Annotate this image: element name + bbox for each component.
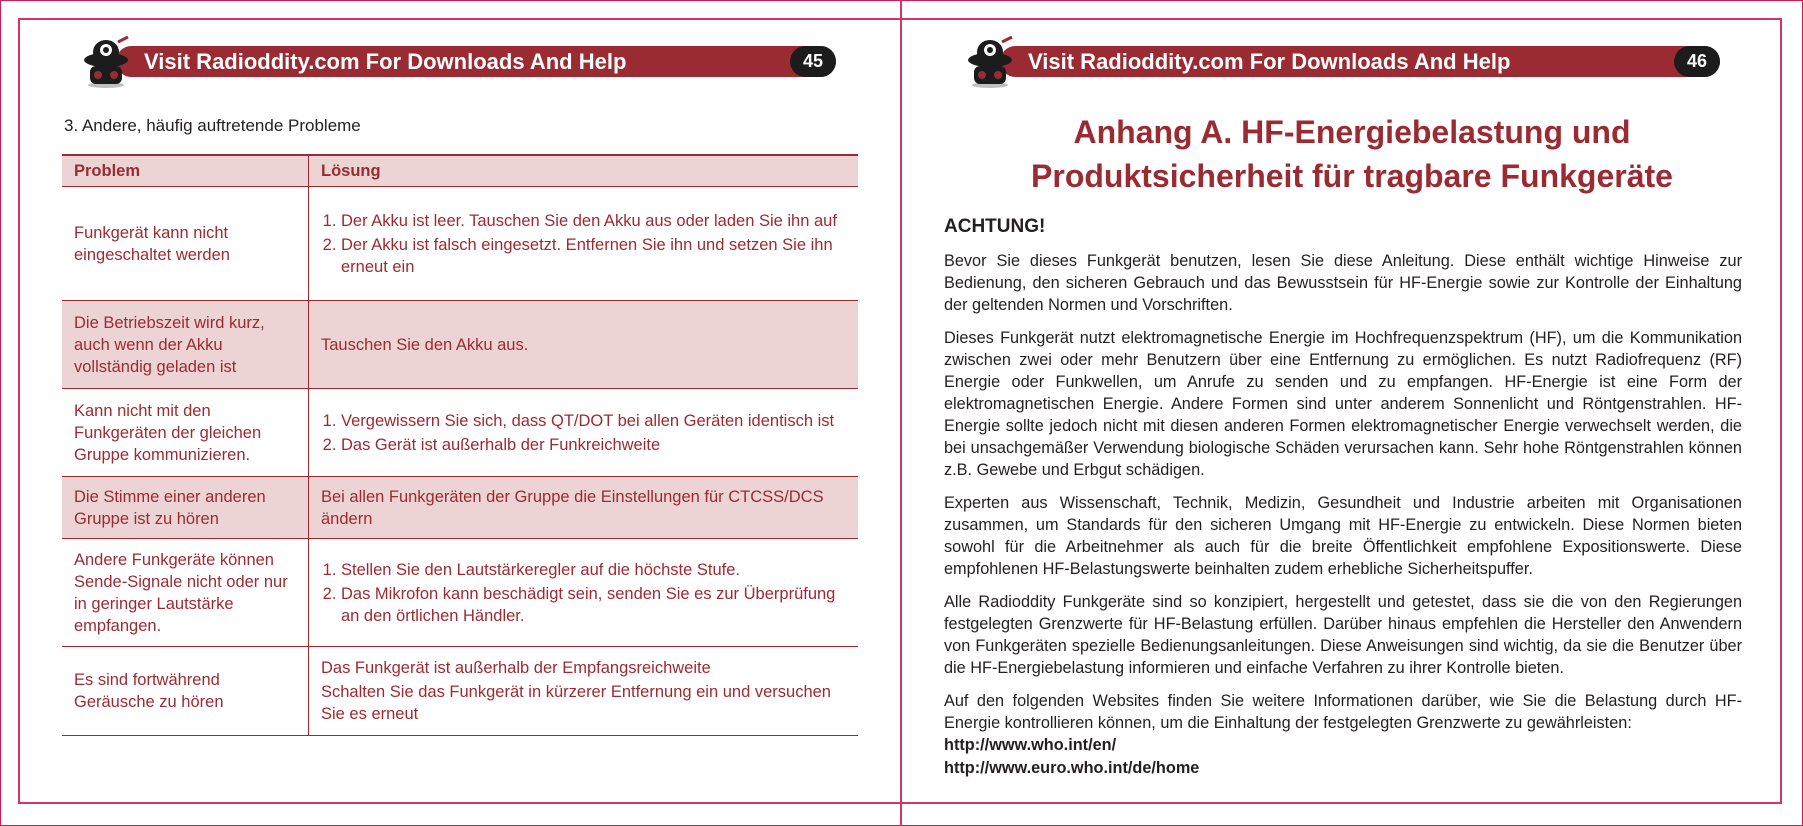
header-title: Visit Radioddity.com For Downloads And Help	[144, 49, 627, 74]
solution-line: Das Funkgerät ist außerhalb der Empfangsreichweite	[321, 659, 711, 677]
table-row	[62, 389, 858, 477]
paragraph: Alle Radioddity Funkgeräte sind so konzipiert, hergestellt und getestet, dass sie die von den Regierungen festgelegten Grenzwerte für HF-Belastung erfüllen. Darüber hinaus empfehlen die Hersteller den Anwendern von Funkgeräten spezielle Bedienungsanleitungen. Diese Anweisungen sind wichtig, da sie die Benutzer über die HF-Energiebelastung informieren und einfache Verfahren zu ihrer Kontrolle bieten.	[944, 593, 1742, 677]
column-header-solution: Lösung	[309, 155, 859, 187]
euro-who-link[interactable]: http://www.euro.who.int/de/home	[944, 759, 1200, 777]
solution-cell	[309, 539, 859, 647]
solution-item: 2. Das Gerät ist außerhalb der Funkreichweite	[341, 434, 846, 456]
solution-list	[321, 410, 846, 456]
body-text	[944, 250, 1742, 780]
problem-cell: Andere Funkgeräte können Sende-Signale nicht oder nur in geringer Lautstärke empfangen.	[62, 539, 309, 647]
solution-item: 1. Stellen Sie den Lautstärkeregler auf die höchste Stufe.	[341, 559, 846, 581]
problem-cell: Die Betriebszeit wird kurz, auch wenn der Akku vollständig geladen ist	[62, 301, 309, 389]
warning-heading: ACHTUNG!	[944, 216, 1046, 237]
solution-cell: Tauschen Sie den Akku aus.	[309, 301, 859, 389]
solution-list	[321, 210, 846, 278]
troubleshooting-table	[62, 154, 858, 736]
robot-mascot-icon	[964, 36, 1020, 88]
solution-line: Schalten Sie das Funkgerät in kürzerer Entfernung ein und versuchen Sie es erneut	[321, 683, 831, 723]
solution-list	[321, 559, 846, 627]
section-heading: 3. Andere, häufig auftretende Probleme	[64, 116, 361, 135]
table-row	[62, 477, 858, 539]
problem-cell: Funkgerät kann nicht eingeschaltet werden	[62, 187, 309, 301]
solution-cell	[309, 389, 859, 477]
table-row	[62, 187, 858, 301]
table-header-row	[62, 155, 858, 187]
annex-title-line: Anhang A. HF-Energiebelastung und	[1073, 114, 1631, 150]
solution-cell	[309, 187, 859, 301]
solution-cell	[309, 647, 859, 736]
paragraph: Bevor Sie dieses Funkgerät benutzen, lesen Sie diese Anleitung. Diese enthält wichtige Hinweise zur Bedienung, den sicheren Gebrauch und das Bewusstsein für HF-Energie sowie zur Kontrolle der Einhaltung der geltenden Normen und Vorschriften.	[944, 252, 1742, 314]
paragraph: Auf den folgenden Websites finden Sie weitere Informationen darüber, wie Sie die Belastung durch HF-Energie kontrollieren können, um die Einhaltung der festgelegten Grenzwerte zu gewährleisten:	[944, 692, 1742, 732]
solution-item: 1. Der Akku ist leer. Tauschen Sie den Akku aus oder laden Sie ihn auf	[341, 210, 846, 232]
annex-title-line: Produktsicherheit für tragbare Funkgeräte	[1031, 158, 1673, 194]
page-header	[964, 36, 1720, 88]
solution-item: 2. Das Mikrofon kann beschädigt sein, senden Sie es zur Überprüfung an den örtlichen Händler.	[341, 583, 846, 627]
page-header	[80, 36, 836, 88]
table-row	[62, 301, 858, 389]
header-title: Visit Radioddity.com For Downloads And Help	[1028, 49, 1511, 74]
page-number: 45	[790, 46, 836, 77]
paragraph: Experten aus Wissenschaft, Technik, Medizin, Gesundheit und Industrie arbeiten mit Organisationen zusammen, um Standards für den sicheren Umgang mit HF-Energie zu entwickeln. Diese Normen bieten sowohl für die Arbeitnehmer als auch für die breite Öffentlichkeit empfohlene Expositionswerte. Diese empfohlenen HF-Belastungswerte beinhalten zudem erhebliche Sicherheitspuffer.	[944, 494, 1742, 578]
solution-item: 2. Der Akku ist falsch eingesetzt. Entfernen Sie ihn und setzen Sie ihn erneut ein	[341, 234, 846, 278]
left-page	[0, 0, 900, 826]
robot-mascot-icon	[80, 36, 136, 88]
paragraph: Dieses Funkgerät nutzt elektromagnetische Energie im Hochfrequenzspektrum (HF), um die Kommunikation zwischen zwei oder mehr Benutzern über eine Entfernung zu ermöglichen. Es nutzt Radiofrequenz (RF) Energie oder Funkwellen, um Anrufe zu senden und zu empfangen. HF-Energie ist eine Form der elektromagnetischen Energie. Andere Formen sind unter anderem Sonnenlicht und Röntgenstrahlen. HF-Energie sollte jedoch nicht mit diesen anderen Formen elektromagnetischer Energie verwechselt werden, die bei unsachgemäßer Verwendung biologische Schäden verursachen kann. Sehr hohe Röntgenstrahlen können z.B. Gewebe und Erbgut schädigen.	[944, 329, 1742, 479]
problem-cell: Es sind fortwährend Geräusche zu hören	[62, 647, 309, 736]
table-row	[62, 647, 858, 736]
right-page	[902, 0, 1803, 826]
page-number: 46	[1674, 46, 1720, 77]
solution-cell: Bei allen Funkgeräten der Gruppe die Einstellungen für CTCSS/DCS ändern	[309, 477, 859, 539]
column-header-problem: Problem	[62, 155, 309, 187]
annex-title	[962, 110, 1742, 198]
table-row	[62, 539, 858, 647]
problem-cell: Die Stimme einer anderen Gruppe ist zu hören	[62, 477, 309, 539]
solution-item: 1. Vergewissern Sie sich, dass QT/DOT bei allen Geräten identisch ist	[341, 410, 846, 432]
who-link[interactable]: http://www.who.int/en/	[944, 736, 1117, 754]
problem-cell: Kann nicht mit den Funkgeräten der gleichen Gruppe kommunizieren.	[62, 389, 309, 477]
